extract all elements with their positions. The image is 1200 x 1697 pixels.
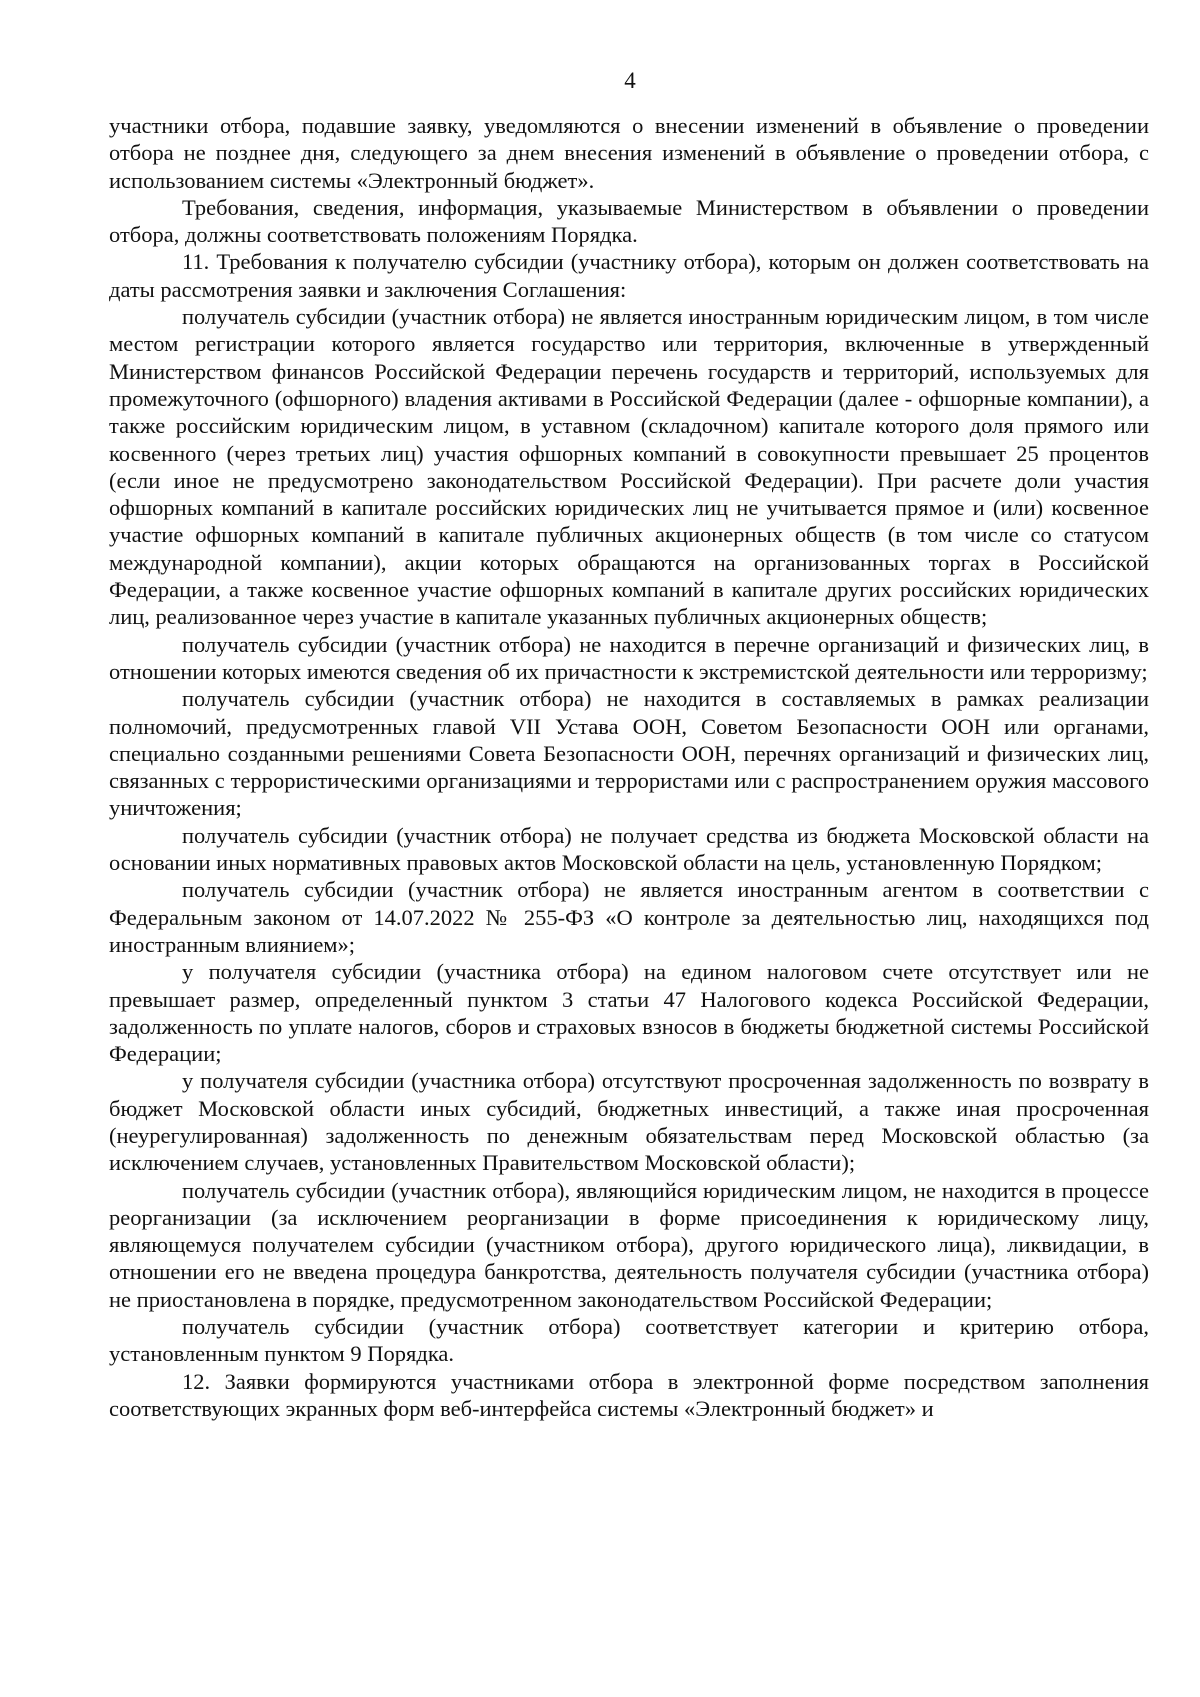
paragraph-notice-changes: участники отбора, подавшие заявку, уведомляются о внесении изменений в объявление о проведении отбора не позднее дня, следующего за днем внесения изменений в объявление о проведении отбора, с использованием системы «Электронный бюджет». (109, 113, 1149, 193)
paragraph-un-lists: получатель субсидии (участник отбора) не находится в составляемых в рамках реализации полномочий, предусмотренных главой VII Устава ООН, Советом Безопасности ООН или органами, специально созданными решениями Совета Безопасности ООН, перечнях организаций и физических лиц, связанных с террористическими организациями и террористами или с распространением оружия массового уничтожения; (109, 686, 1149, 821)
paragraph-category-criteria: получатель субсидии (участник отбора) соответствует категории и критерию отбора, установленным пунктом 9 Порядка. (109, 1314, 1149, 1367)
paragraph-overdue-debt: у получателя субсидии (участника отбора) отсутствуют просроченная задолженность по возврату в бюджет Московской области иных субсидий, бюджетных инвестиций, а также иная просроченная (неурегулированная) задолженность по денежным обязательствам перед Московской областью (за исключением случаев, установленных Правительством Московской области); (109, 1068, 1149, 1176)
document-body (109, 112, 1149, 1422)
paragraph-other-budget-funds: получатель субсидии (участник отбора) не получает средства из бюджета Московской области на основании иных нормативных правовых актов Московской области на цель, установленную Порядком; (109, 822, 1149, 876)
page-number: 4 (624, 68, 636, 93)
paragraph-announcement-requirements: Требования, сведения, информация, указываемые Министерством в объявлении о проведении отбора, должны соответствовать положениям Порядка. (109, 194, 1149, 248)
paragraph-offshore-companies: получатель субсидии (участник отбора) не является иностранным юридическим лицом, в том числе местом регистрации которого является государство или территория, включенные в утвержденный Министерством финансов Российской Федерации перечень государств и территорий, используемых для промежуточного (офшорного) владения активами в Российской Федерации (далее - офшорные компании), а также российским юридическим лицом, в уставном (складочном) капитале которого доля прямого или косвенного (через третьих лиц) участия офшорных компаний в совокупности превышает 25 процентов (если иное не предусмотрено законодательством Российской Федерации). При расчете доли участия офшорных компаний в капитале российских юридических лиц не учитывается прямое и (или) косвенное участие офшорных компаний в капитале публичных акционерных обществ (в том числе со статусом международной компании), акции которых обращаются на организованных торгах в Российской Федерации, а также косвенное участие офшорных компаний в капитале других российских юридических лиц, реализованное через участие в капитале указанных публичных акционерных обществ; (109, 304, 1149, 630)
paragraph-section-12: 12. Заявки формируются участниками отбора в электронной форме посредством заполнения соответствующих экранных форм веб-интерфейса системы «Электронный бюджет» и (109, 1368, 1149, 1421)
paragraph-section-11: 11. Требования к получателю субсидии (участнику отбора), которым он должен соответствовать на даты рассмотрения заявки и заключения Соглашения: (109, 249, 1149, 302)
paragraph-extremism-list: получатель субсидии (участник отбора) не находится в перечне организаций и физических лиц, в отношении которых имеются сведения об их причастности к экстремистской деятельности или терроризму; (109, 631, 1149, 684)
paragraph-tax-debt: у получателя субсидии (участника отбора) на едином налоговом счете отсутствует или не превышает размер, определенный пунктом 3 статьи 47 Налогового кодекса Российской Федерации, задолженность по уплате налогов, сборов и страховых взносов в бюджеты бюджетной системы Российской Федерации; (109, 959, 1149, 1067)
paragraph-foreign-agent: получатель субсидии (участник отбора) не является иностранным агентом в соответствии с Федеральным законом от 14.07.2022 № 255-ФЗ «О контроле за деятельностью лиц, находящихся под иностранным влиянием»; (109, 877, 1149, 957)
paragraph-reorganization: получатель субсидии (участник отбора), являющийся юридическим лицом, не находится в процессе реорганизации (за исключением реорганизации в форме присоединения к юридическому лицу, являющемуся получателем субсидии (участником отбора), другого юридического лица), ликвидации, в отношении его не введена процедура банкротства, деятельность получателя субсидии (участника отбора) не приостановлена в порядке, предусмотренном законодательством Российской Федерации; (109, 1177, 1149, 1312)
